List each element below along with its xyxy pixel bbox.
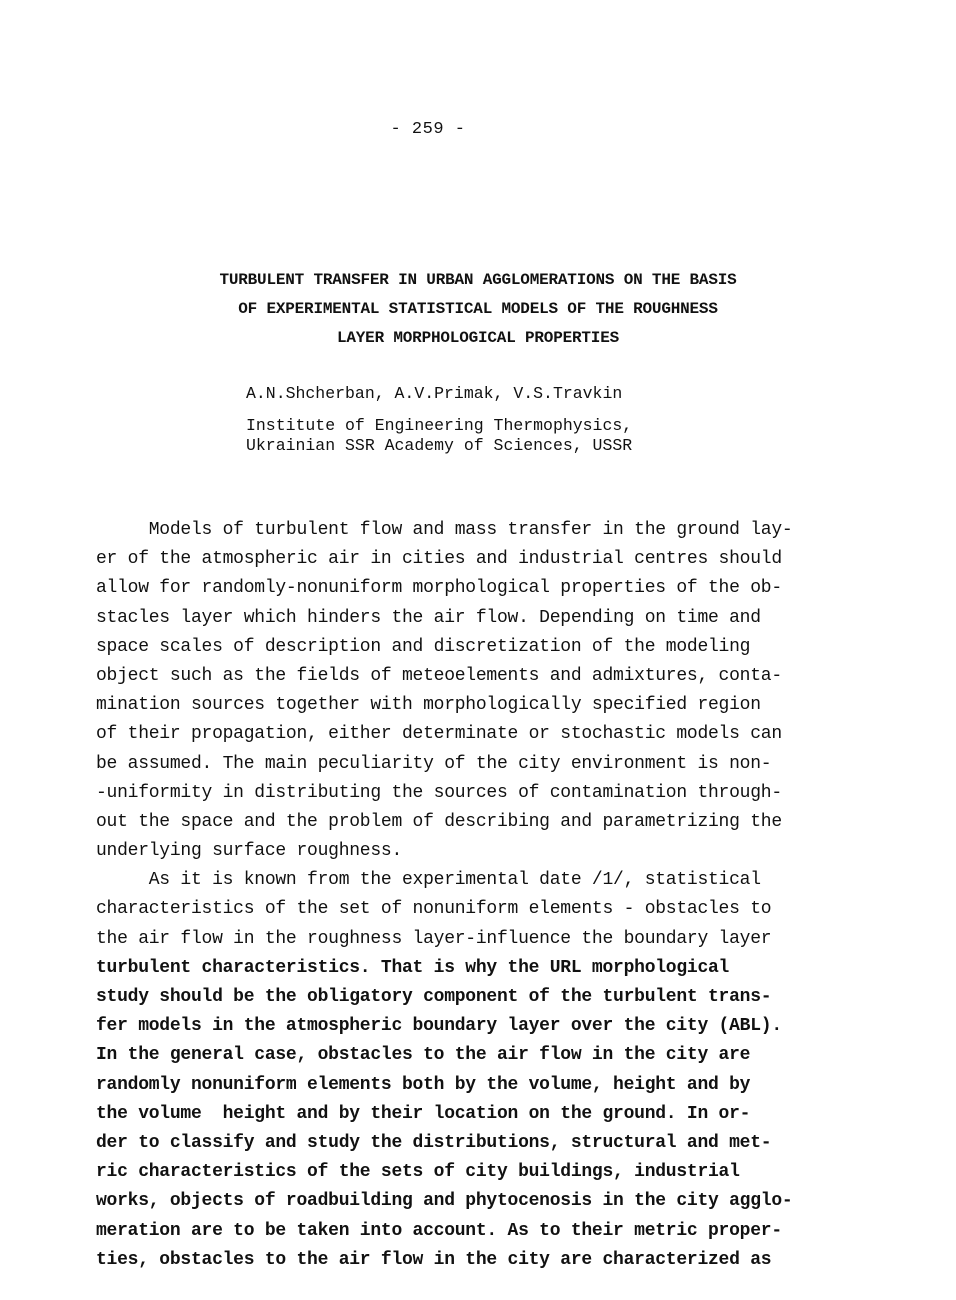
affiliation-line: Institute of Engineering Thermophysics, [246, 416, 633, 435]
text-line: out the space and the problem of describing and parametrizing the [96, 811, 782, 832]
text-line: object such as the fields of meteoelements and admixtures, conta- [96, 665, 782, 686]
text-line: allow for randomly-nonuniform morphological properties of the ob- [96, 578, 782, 599]
text-line: characteristics of the set of nonuniform elements - obstacles to [96, 899, 772, 920]
text-line: randomly nonuniform elements both by the volume, height and by [96, 1074, 751, 1095]
text-line: turbulent characteristics. That is why the URL morphological [96, 957, 730, 978]
author-block [246, 384, 632, 456]
text-line: stacles layer which hinders the air flow. Depending on time and [96, 607, 761, 628]
text-line: be assumed. The main peculiarity of the city environment is non- [96, 753, 772, 774]
text-line: Models of turbulent flow and mass transfer in the ground lay- [96, 520, 793, 540]
text-line: works, objects of roadbuilding and phytocenosis in the city agglo- [96, 1191, 793, 1212]
text-line: fer models in the atmospheric boundary layer over the city (ABL). [96, 1016, 782, 1037]
text-line: mination sources together with morphologically specified region [96, 695, 761, 716]
affiliation-line: Ukrainian SSR Academy of Sciences, USSR [246, 436, 633, 455]
text-line: underlying surface roughness. [96, 841, 403, 862]
text-line: ties, obstacles to the air flow in the city are characterized as [96, 1249, 772, 1270]
title-line: TURBULENT TRANSFER IN URBAN AGGLOMERATIONS ON THE BASIS [219, 271, 737, 289]
text-line: er of the atmospheric air in cities and industrial centres should [96, 549, 782, 570]
text-line: the volume height and by their location on the ground. In or- [96, 1103, 751, 1124]
body-text [96, 516, 856, 1275]
page-number: - 259 - [390, 120, 466, 139]
text-line: In the general case, obstacles to the air flow in the city are [96, 1045, 751, 1066]
text-line: meration are to be taken into account. As to their metric proper- [96, 1220, 782, 1241]
text-line: -uniformity in distributing the sources of contamination through- [96, 782, 782, 803]
text-line: ric characteristics of the sets of city buildings, industrial [96, 1162, 740, 1183]
paper-title [0, 266, 956, 353]
author-names: A.N.Shcherban, A.V.Primak, V.S.Travkin [246, 384, 623, 403]
text-line: of their propagation, either determinate or stochastic models can [96, 724, 782, 745]
title-line: OF EXPERIMENTAL STATISTICAL MODELS OF THE ROUGHNESS [238, 300, 718, 318]
text-line: As it is known from the experimental date /1/, statistical [96, 870, 761, 891]
text-line: space scales of description and discretization of the modeling [96, 636, 751, 657]
title-line: LAYER MORPHOLOGICAL PROPERTIES [336, 329, 620, 347]
text-line: the air flow in the roughness layer-influence the boundary layer [96, 928, 772, 949]
text-line: der to classify and study the distributions, structural and met- [96, 1132, 772, 1153]
text-line: study should be the obligatory component of the turbulent trans- [96, 987, 772, 1007]
